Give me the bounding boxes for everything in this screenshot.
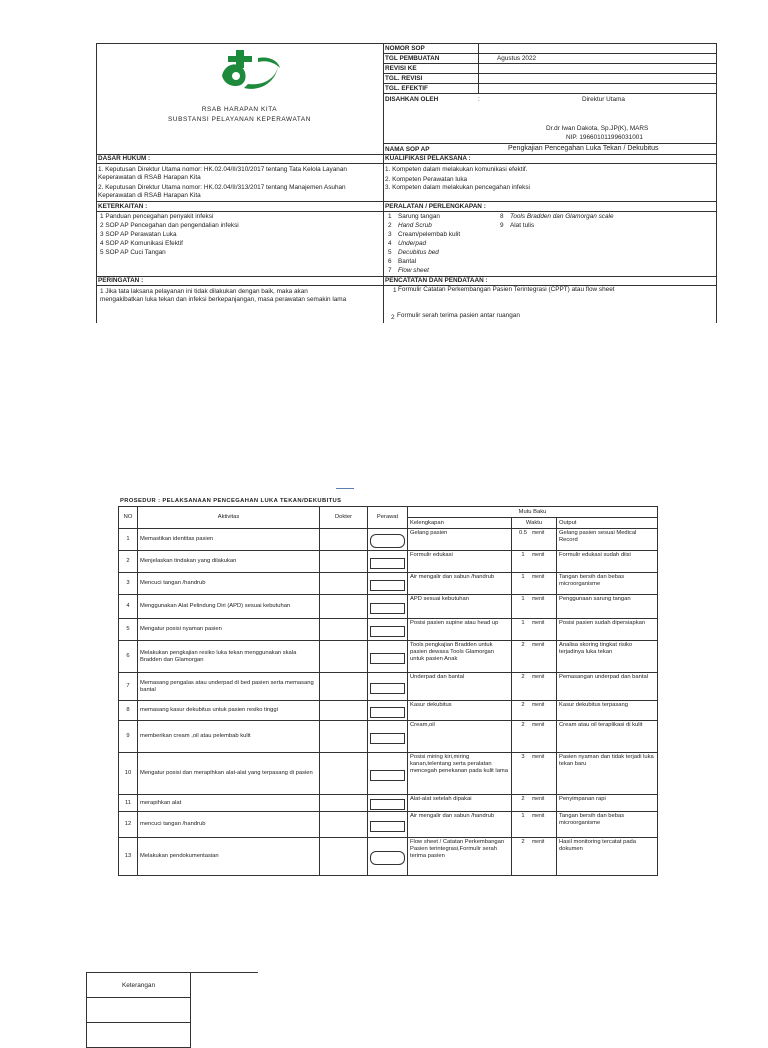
row-no: 2 <box>119 551 138 573</box>
row-activity: mencuci tangan /handrub <box>138 812 320 838</box>
row-activity: Melakukan pendokumentasian <box>138 838 320 876</box>
header-nurse: Perawat <box>368 507 408 529</box>
row-nurse <box>368 573 408 595</box>
peringatan-item: mengakibatkan luka tekan dan infeksi berkepanjangan, masa perawatan semakin lama <box>100 296 347 303</box>
row-doctor <box>320 573 368 595</box>
procedure-row <box>119 529 658 551</box>
row-activity: merapihkan alat <box>138 795 320 812</box>
pencatatan-title: PENCATATAN DAN PENDATAAN : <box>385 277 488 284</box>
procedure-table <box>118 506 658 876</box>
org-name: RSAB HARAPAN KITA <box>201 106 278 113</box>
row-time-unit: menit <box>532 813 545 819</box>
keterkaitan-item: 5 SOP AP Cuci Tangan <box>100 249 166 256</box>
peralatan-item: Sarung tangan <box>398 213 440 220</box>
row-equipment: Tools pengkajian Bradden untuk pasien dewasa Tools Glamorgan untuk pasien Anak <box>408 641 512 673</box>
keterkaitan-item: 4 SOP AP Komunikasi Efektif <box>100 240 183 247</box>
peralatan-num: 3 <box>388 231 392 238</box>
row-nurse <box>368 812 408 838</box>
row-activity: Melakukan pengkajian resiko luka tekan menggunakan skala Bradden dan Glamorgan <box>138 641 320 673</box>
row-no: 5 <box>119 619 138 641</box>
peralatan-title: PERALATAN / PERLENGKAPAN : <box>385 203 486 210</box>
row-equipment: Alat-alat setelah dipakai <box>408 795 512 812</box>
row-nurse <box>368 673 408 701</box>
peringatan-item: 1 Jika tata laksana pelayanan ini tidak dilakukan dengan baik, maka akan <box>100 288 308 295</box>
row-time-unit: menit <box>532 620 545 626</box>
peralatan-num: 4 <box>388 240 392 247</box>
terminator-shape <box>370 534 405 548</box>
procedure-row <box>119 619 658 641</box>
row-time-value: 1 <box>521 813 525 819</box>
row-output: Posisi pasien sudah dipersiapkan <box>557 619 658 641</box>
row-nurse <box>368 701 408 721</box>
row-activity: Mencuci tangan /handrub <box>138 573 320 595</box>
procedure-row <box>119 721 658 753</box>
peralatan-item: Tools Bradden dan Glamorgan scale <box>510 213 614 220</box>
kualifikasi-item: 2. Kompeten Perawatan luka <box>385 176 468 183</box>
approval-label: DISAHKAN OLEH <box>385 96 439 103</box>
row-output: Cream atau oil teraplikasi di kulit <box>557 721 658 753</box>
row-nurse <box>368 595 408 619</box>
kualifikasi-item: 3. Kompeten dalam melakukan pencegahan infeksi <box>385 184 530 191</box>
row-doctor <box>320 619 368 641</box>
peralatan-item: Underpad <box>398 240 427 247</box>
row-time-value: 3 <box>521 754 525 760</box>
keterangan-table <box>86 972 191 1048</box>
peralatan-num: 7 <box>388 267 392 274</box>
kualifikasi-title: KUALIFIKASI PELAKSANA : <box>385 155 471 162</box>
row-time-unit: menit <box>532 796 545 802</box>
row-time-value: 1 <box>521 620 525 626</box>
row-output: Kasur dekubitus terpasang <box>557 701 658 721</box>
row-doctor <box>320 595 368 619</box>
dasar-hukum-item: Keperawatan di RSAB Harapan Kita <box>98 174 201 181</box>
sop-name-value: Pengkajian Pencegahan Luka Tekan / Dekubitus <box>508 145 659 152</box>
process-shape <box>370 558 405 569</box>
keterangan-empty-cell <box>87 998 191 1023</box>
process-shape <box>370 821 405 832</box>
row-time-value: 0.5 <box>518 530 528 536</box>
row-time <box>512 812 557 838</box>
row-equipment: Gelang pasien <box>408 529 512 551</box>
peralatan-num: 9 <box>500 222 504 229</box>
row-output: Formulir edukasi sudah diisi <box>557 551 658 573</box>
header-output: Output <box>557 518 658 529</box>
dasar-hukum-item: 2. Keputusan Direktur Utama nomor: HK.02.04/II/313/2017 tentang Manajemen Asuhan <box>98 184 346 191</box>
row-no: 10 <box>119 753 138 795</box>
keterkaitan-title: KETERKAITAN : <box>98 203 148 210</box>
row-activity: Mengatur posisi nyaman pasien <box>138 619 320 641</box>
row-equipment: Posisi pasien supine atau head up <box>408 619 512 641</box>
procedure-row <box>119 551 658 573</box>
process-shape <box>370 603 405 614</box>
header-quality: Mutu Baku <box>408 507 658 518</box>
pencatatan-item: Formulir Catatan Perkembangan Pasien Terintegrasi (CPPT) atau flow sheet <box>398 286 615 293</box>
row-nurse <box>368 753 408 795</box>
row-activity: Mengatur posisi dan merapihkan alat-alat yang terpasang di pasien <box>138 753 320 795</box>
process-shape <box>370 799 405 810</box>
row-output: Penyimpanan rapi <box>557 795 658 812</box>
row-time-unit: menit <box>532 552 545 558</box>
peralatan-item: Bantal <box>398 258 417 265</box>
row-equipment: Formulir edukasi <box>408 551 512 573</box>
row-no: 11 <box>119 795 138 812</box>
row-no: 8 <box>119 701 138 721</box>
pencatatan-num: 2 <box>391 314 395 321</box>
row-time-value: 2 <box>521 839 525 845</box>
row-doctor <box>320 673 368 701</box>
row-doctor <box>320 641 368 673</box>
row-equipment: Cream,oil <box>408 721 512 753</box>
procedure-row <box>119 838 658 876</box>
process-shape <box>370 707 405 718</box>
header-no: NO <box>119 507 138 529</box>
row-no: 6 <box>119 641 138 673</box>
peralatan-num: 6 <box>388 258 392 265</box>
procedure-row <box>119 812 658 838</box>
row-equipment: Posisi miring kiri,miring kanan,telentang serta peralatan mencegah penekanan pada kulit lama <box>408 753 512 795</box>
keterangan-empty-cell <box>87 1023 191 1048</box>
row-nurse <box>368 641 408 673</box>
peralatan-num: 2 <box>388 222 392 229</box>
row-output: Pasien nyaman dan tidak terjadi luka tekan baru <box>557 753 658 795</box>
row-time-unit: menit <box>532 674 545 680</box>
terminator-shape <box>370 851 405 865</box>
peralatan-item: Alat tulis <box>510 222 535 229</box>
peralatan-item: Flow sheet <box>398 267 429 274</box>
field-label-tgl-efektif: TGL. EFEKTIF <box>385 85 428 92</box>
process-shape <box>370 580 405 591</box>
row-activity: memberikan cream ,oil atau pelembab kulit <box>138 721 320 753</box>
row-doctor <box>320 812 368 838</box>
row-no: 7 <box>119 673 138 701</box>
row-time-value: 1 <box>521 574 525 580</box>
procedure-rows <box>119 529 658 876</box>
row-activity: Memastikan identitas pasien <box>138 529 320 551</box>
procedure-title: PROSEDUR : PELAKSANAAN PENCEGAHAN LUKA TEKAN/DEKUBITUS <box>120 498 342 504</box>
peralatan-num: 8 <box>500 213 504 220</box>
row-output: Penggunaan sarung tangan <box>557 595 658 619</box>
procedure-row <box>119 753 658 795</box>
row-no: 1 <box>119 529 138 551</box>
row-time-value: 2 <box>521 722 525 728</box>
peringatan-title: PERINGATAN : <box>98 277 144 284</box>
procedure-row <box>119 573 658 595</box>
row-nurse <box>368 551 408 573</box>
approval-separator: : <box>478 96 480 103</box>
field-value-tgl-pembuatan: Agustus 2022 <box>497 55 537 62</box>
row-equipment: Air mengalir dan sabun /handrub <box>408 573 512 595</box>
row-time <box>512 753 557 795</box>
row-time <box>512 795 557 812</box>
procedure-row <box>119 795 658 812</box>
process-shape <box>370 626 405 637</box>
row-no: 4 <box>119 595 138 619</box>
row-time-value: 2 <box>521 796 525 802</box>
row-activity: Menjelaskan tindakan yang dilakukan <box>138 551 320 573</box>
row-time-value: 1 <box>521 596 525 602</box>
pencatatan-item: Formulir serah terima pasien antar ruangan <box>397 312 520 319</box>
field-label-tgl-revisi: TGL. REVISI <box>385 75 423 82</box>
row-output: Hasil monitoring tercatat pada dokumen <box>557 838 658 876</box>
header-time: Waktu <box>512 518 557 529</box>
approver-nip: NIP. 196601011996031001 <box>566 134 643 141</box>
row-doctor <box>320 795 368 812</box>
row-output: Analisa skoring tingkat risiko terjadinya luka tekan <box>557 641 658 673</box>
row-nurse <box>368 721 408 753</box>
row-no: 12 <box>119 812 138 838</box>
dasar-hukum-title: DASAR HUKUM : <box>98 155 151 162</box>
org-unit: SUBSTANSI PELAYANAN KEPERAWATAN <box>168 116 311 123</box>
peralatan-item: Decubitus bed <box>398 249 439 256</box>
keterangan-label: Keterangan <box>87 973 191 998</box>
row-output: Gelang pasien sesuai Medical Record <box>557 529 658 551</box>
separator-line <box>336 488 354 489</box>
kualifikasi-item: 1. Kompeten dalam melakukan komunikasi efektif. <box>385 166 528 173</box>
peralatan-num: 5 <box>388 249 392 256</box>
dasar-hukum-item: 1. Keputusan Direktur Utama nomor: HK.02.04/II/310/2017 tentang Tata Kelola Layanan <box>98 166 347 173</box>
row-equipment: Underpad dan bantal <box>408 673 512 701</box>
header-activity: Aktivitas <box>138 507 320 529</box>
field-label-nomor-sop: NOMOR SOP <box>385 45 425 52</box>
row-doctor <box>320 838 368 876</box>
dasar-hukum-item: Keperawatan di RSAB Harapan Kita <box>98 192 201 199</box>
keterkaitan-item: 2 SOP AP Pencegahan dan pengendalian infeksi <box>100 222 239 229</box>
row-doctor <box>320 701 368 721</box>
approver-name: Dr.dr Iwan Dakota, Sp.JP(K), MARS <box>546 125 649 132</box>
pencatatan-num: 1 <box>393 287 397 294</box>
row-time-value: 2 <box>521 642 525 648</box>
row-nurse <box>368 838 408 876</box>
row-doctor <box>320 551 368 573</box>
row-time-unit: menit <box>532 839 545 845</box>
row-time <box>512 673 557 701</box>
row-activity: Memasang pengalas atau underpad di bed pasien serta memasang bantal <box>138 673 320 701</box>
peralatan-item: Cream/pelembab kulit <box>398 231 461 238</box>
keterkaitan-item: 1 Panduan pencegahan penyakit infeksi <box>100 213 214 220</box>
row-no: 3 <box>119 573 138 595</box>
row-time-unit: menit <box>532 722 545 728</box>
field-label-tgl-pembuatan: TGL PEMBUATAN <box>385 55 440 62</box>
process-shape <box>370 733 405 744</box>
row-time-unit: menit <box>532 642 545 648</box>
row-time <box>512 721 557 753</box>
peralatan-num: 1 <box>388 213 392 220</box>
row-equipment: Air mengalir dan sabun /handrub <box>408 812 512 838</box>
row-equipment: APD sesuai kebutuhan <box>408 595 512 619</box>
sop-name-label: NAMA SOP AP <box>385 146 430 153</box>
process-shape <box>370 653 405 664</box>
row-time <box>512 701 557 721</box>
process-shape <box>370 683 405 694</box>
row-time <box>512 573 557 595</box>
row-time-unit: menit <box>532 596 545 602</box>
row-nurse <box>368 619 408 641</box>
row-output: Tangan bersih dan bebas microorganisme <box>557 812 658 838</box>
row-activity: memasang kasur dekubitus untuk pasien resiko tinggi <box>138 701 320 721</box>
row-output: Pemasangan underpad dan bantal <box>557 673 658 701</box>
row-time-unit: menit <box>532 754 545 760</box>
keterkaitan-item: 3 SOP AP Perawatan Luka <box>100 231 177 238</box>
process-shape <box>370 770 405 781</box>
row-time-unit: menit <box>532 530 545 536</box>
row-nurse <box>368 795 408 812</box>
row-time-value: 1 <box>521 552 525 558</box>
row-time-unit: menit <box>532 702 545 708</box>
row-time-unit: menit <box>532 574 545 580</box>
header-doctor: Dokter <box>320 507 368 529</box>
row-time <box>512 641 557 673</box>
row-time <box>512 619 557 641</box>
row-time <box>512 529 557 551</box>
header-equipment: Kelengkapan <box>408 518 512 529</box>
row-time <box>512 551 557 573</box>
row-equipment: Flow sheet / Catatan Perkembangan Pasien terintegrasi,Formulir serah terima pasien <box>408 838 512 876</box>
row-time <box>512 838 557 876</box>
row-doctor <box>320 529 368 551</box>
row-nurse <box>368 529 408 551</box>
procedure-row <box>119 595 658 619</box>
row-doctor <box>320 721 368 753</box>
procedure-row <box>119 701 658 721</box>
hospital-logo <box>214 48 286 94</box>
approver-title: Direktur Utama <box>582 96 625 103</box>
row-output: Tangan bersih dan bebas microorganisme <box>557 573 658 595</box>
row-time-value: 2 <box>521 702 525 708</box>
peralatan-item: Hand Scrub <box>398 222 432 229</box>
row-equipment: Kasur dekubitus <box>408 701 512 721</box>
field-label-revisi-ke: REVISI KE <box>385 65 417 72</box>
row-no: 13 <box>119 838 138 876</box>
row-no: 9 <box>119 721 138 753</box>
row-doctor <box>320 753 368 795</box>
row-activity: Menggunakan Alat Pelindung Diri (APD) sesuai kebutuhan <box>138 595 320 619</box>
row-time-value: 2 <box>521 674 525 680</box>
row-time <box>512 595 557 619</box>
procedure-row <box>119 673 658 701</box>
procedure-row <box>119 641 658 673</box>
